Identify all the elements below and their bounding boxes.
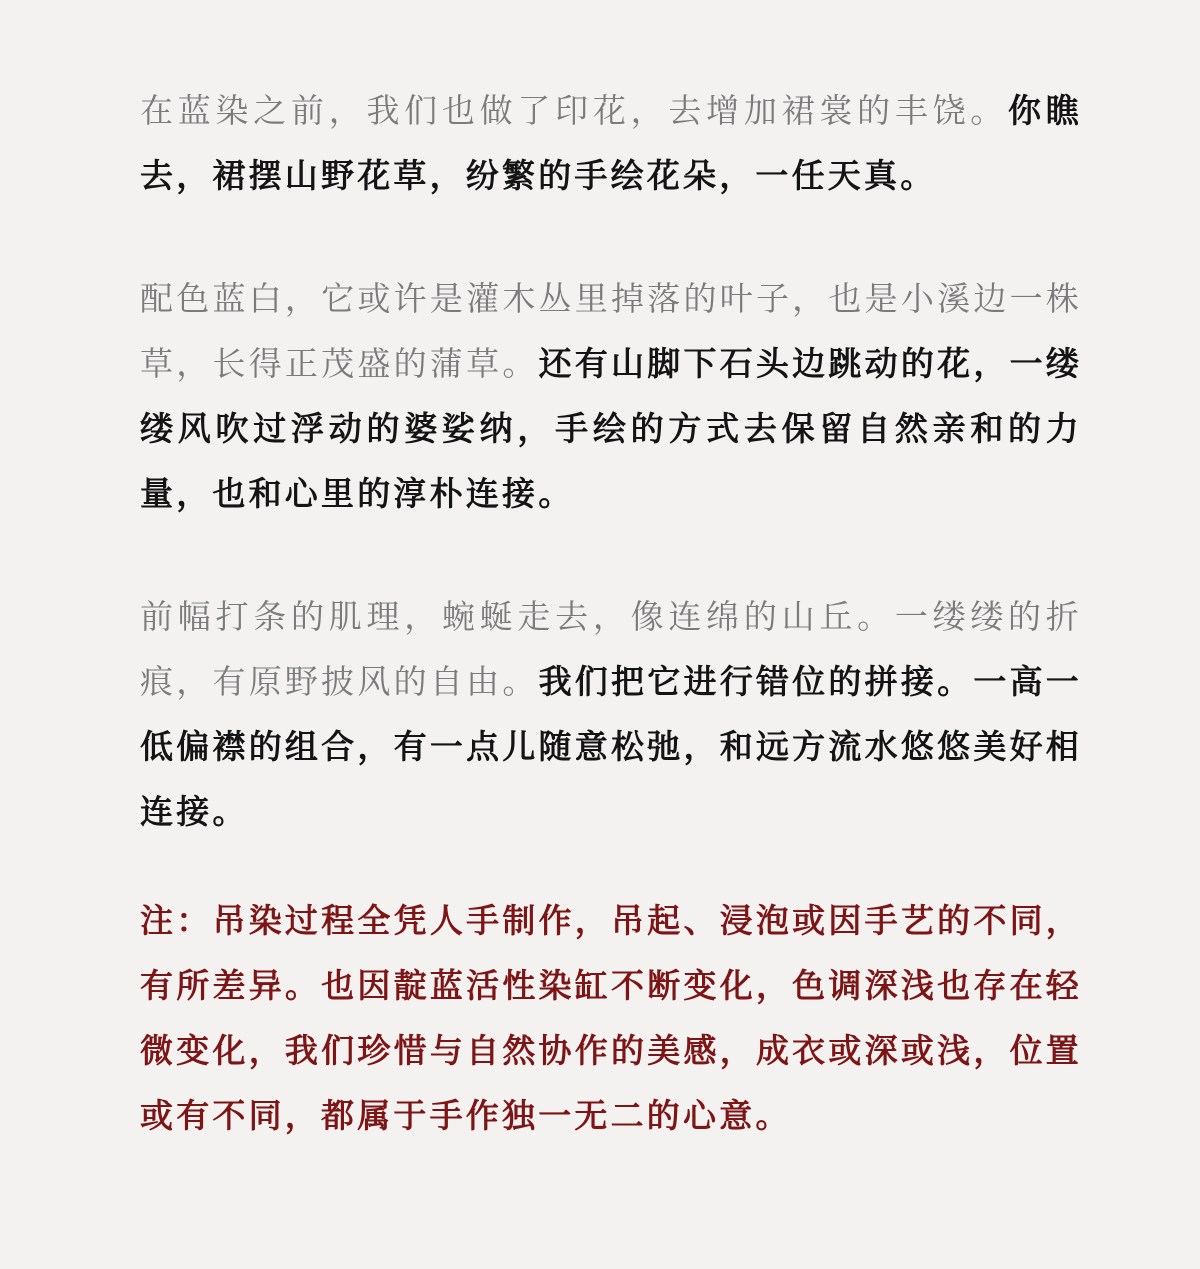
paragraph-texture-emphasis: 我们把它进行错位的拼接。一高一低偏襟的组合，有一点儿随意松弛，和远方流水悠悠美好相连接。 [140, 662, 1083, 831]
paragraph-colors-intro: 配色蓝白，它或许是灌木丛里掉落的叶子，也是小溪边一株草，长得正茂盛的蒲草。 [140, 279, 1082, 383]
paragraph-printing-emphasis: 你瞧去，裙摆山野花草，纷繁的手绘花朵，一任天真。 [140, 91, 1082, 195]
paragraph-colors [140, 266, 1082, 526]
paragraph-colors-emphasis: 还有山脚下石头边跳动的花，一缕缕风吹过浮动的婆娑纳，手绘的方式去保留自然亲和的力量，也和心里的淳朴连接。 [140, 344, 1083, 513]
article-body [140, 78, 1082, 1148]
paragraph-printing [140, 78, 1082, 208]
dyeing-note: 注：吊染过程全凭人手制作，吊起、浸泡或因手艺的不同，有所差异。也因靛蓝活性染缸不断变化，色调深浅也存在轻微变化，我们珍惜与自然协作的美感，成衣或深或浅，位置或有不同，都属于手作独一无二的心意。 [140, 901, 1082, 1135]
paragraph-texture [140, 584, 1082, 844]
paragraph-texture-intro: 前幅打条的肌理，蜿蜒走去，像连绵的山丘。一缕缕的折痕，有原野披风的自由。 [140, 597, 1082, 701]
paragraph-printing-intro: 在蓝染之前，我们也做了印花，去增加裙裳的丰饶。 [140, 91, 1009, 130]
